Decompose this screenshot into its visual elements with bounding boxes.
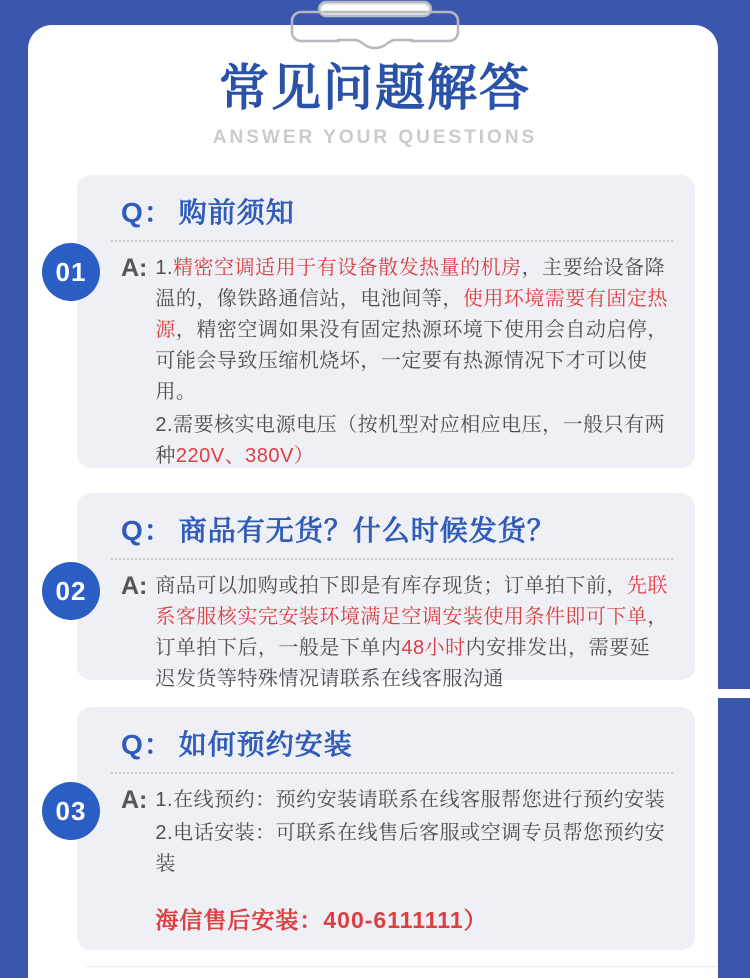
answer-text-3: 1.在线预约：预约安装请联系在线客服帮您进行预约安装 2.电话安装：可联系在线售后客服或空调专员帮您预约安装 xyxy=(155,789,666,875)
answer-text-2: 商品可以加购或拍下即是有库存现货；订单拍下前，先联系客服核实完安装环境满足空调安装使用条件即可下单，订单拍下后，一般是下单内48小时内安排发出，需要延迟发货等特殊情况请联系在线客服沟通 xyxy=(155,575,668,690)
answer-label: A: xyxy=(121,254,148,282)
paper-bottom-edge xyxy=(86,966,718,967)
answer-text-1: 1.精密空调适用于有设备散发热量的机房，主要给设备降温的，像铁路通信站，电池间等，使用环境需要有固定热源，精密空调如果没有固定热源环境下使用会自动启停，可能会导致压缩机烧坏，一定要有热源情况下才可以使用。 2.需要核实电源电压（按机型对应相应电压，一般只有两种220V、380V） xyxy=(155,257,668,467)
screenshot-seam xyxy=(710,689,750,698)
answer-label: A: xyxy=(121,572,148,600)
service-hotline: 海信售后安装：400-6111111） xyxy=(155,907,488,933)
dotted-divider xyxy=(111,558,673,560)
clipboard-clip-icon xyxy=(288,0,462,60)
answer-label: A: xyxy=(121,786,148,814)
question-prefix: Q： xyxy=(121,197,173,228)
faq-card-1 xyxy=(77,175,695,468)
faq-number-badge-3: 03 xyxy=(42,782,100,840)
question-text: 如何预约安装 xyxy=(178,729,353,760)
dotted-divider xyxy=(111,240,673,242)
faq-card-2 xyxy=(77,493,695,690)
page-title: 常见问题解答 xyxy=(219,60,531,116)
faq-question-2 xyxy=(121,513,669,549)
page-subtitle: ANSWER YOUR QUESTIONS xyxy=(212,127,538,148)
faq-card-3 xyxy=(77,707,695,950)
question-prefix: Q： xyxy=(121,729,173,760)
faq-number-badge-1: 01 xyxy=(42,243,100,301)
question-prefix: Q： xyxy=(121,515,173,546)
faq-number-badge-2: 02 xyxy=(42,562,100,620)
question-text: 商品有无货？什么时候发货？ xyxy=(178,515,556,546)
question-text: 购前须知 xyxy=(178,197,295,228)
faq-question-1 xyxy=(121,195,669,231)
dotted-divider xyxy=(111,772,673,774)
faq-question-3 xyxy=(121,727,669,763)
